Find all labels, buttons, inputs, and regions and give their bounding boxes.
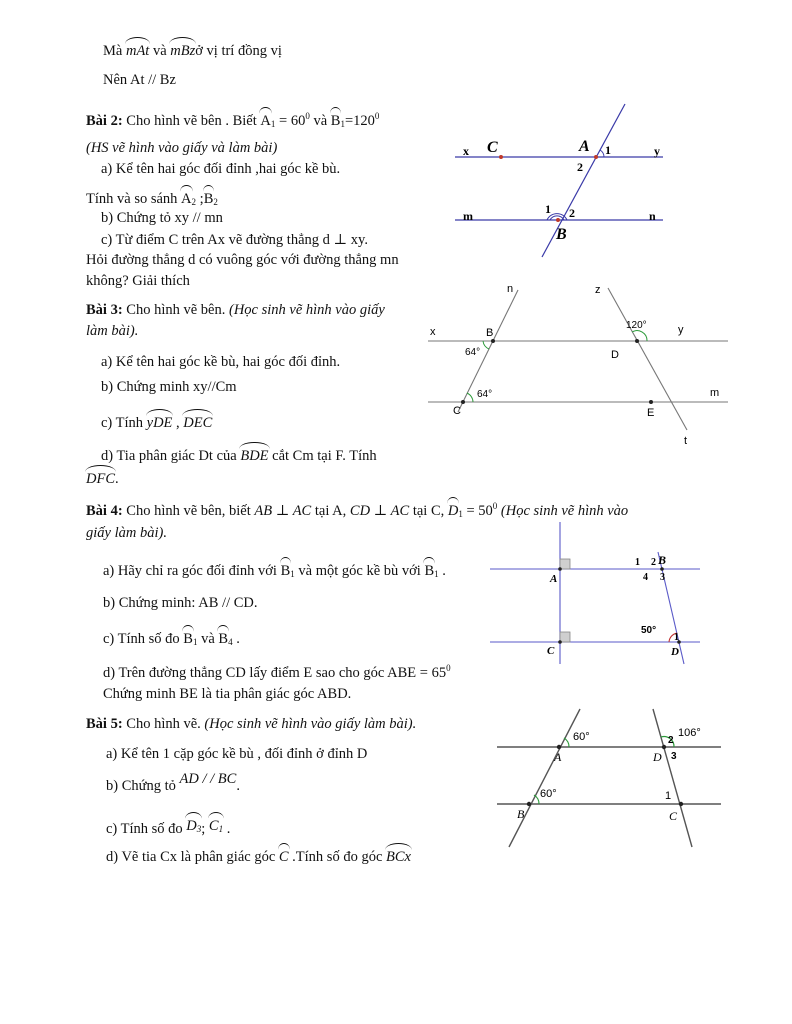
label-1-top: 1 — [605, 143, 611, 157]
label-angle-106: 106° — [678, 727, 701, 739]
label-angle-64-bot: 64° — [477, 389, 493, 400]
point-C — [499, 155, 503, 159]
bai3-question-b: b) Chứng minh xy//Cm — [101, 379, 237, 395]
label-D: D — [653, 750, 662, 764]
label-A: A — [554, 750, 562, 764]
label-z: z — [595, 284, 601, 296]
point-B — [556, 218, 560, 222]
angle-yDE: yDE — [147, 412, 173, 432]
line-AB — [509, 709, 580, 847]
bai4-question-d-1: d) Trên đường thẳng CD lấy điểm E sao cho góc ABE = $65^0$ — [103, 663, 451, 681]
bai5-figure — [495, 705, 725, 855]
label-1: 1 — [665, 790, 672, 802]
bai2-heading: Bài 2: — [86, 113, 123, 129]
bai5-question-a: a) Kể tên 1 cặp góc kề bù , đối đỉnh ở đỉnh D — [106, 746, 368, 762]
bai4-question-c: c) Tính số đo $B_1$ và $B_4$ . — [103, 628, 240, 648]
label-C: C — [453, 405, 461, 417]
label-1-D: 1 — [674, 632, 679, 643]
bai2-question-extra-2: không? Giải thích — [86, 273, 190, 289]
point-C — [461, 400, 465, 404]
bai4-question-d-2: Chứng minh BE là tia phân giác góc ABD. — [103, 686, 352, 702]
right-angle-C — [560, 632, 570, 642]
label-m: m — [710, 387, 720, 399]
label-C: C — [487, 139, 498, 156]
label-B: B — [556, 226, 567, 243]
bai3-heading: Bài 3: — [86, 302, 123, 318]
label-1-bot: 1 — [545, 202, 551, 216]
angle-BCx: BCx — [386, 846, 411, 866]
label-m: m — [463, 209, 473, 223]
label-A: A — [579, 138, 590, 155]
angle-BDE: BDE — [240, 445, 268, 465]
label-C: C — [669, 809, 678, 823]
label-n: n — [649, 209, 656, 223]
label-1: 1 — [635, 557, 640, 568]
label-2-bot: 2 — [569, 206, 575, 220]
label-4: 4 — [643, 572, 648, 583]
angle-mBz: mBz — [170, 40, 195, 60]
bai2-figure — [455, 100, 680, 260]
intro-line-1: Mà mAt và mBzở vị trí đồng vị — [103, 40, 282, 60]
angle-mark-A — [600, 150, 604, 157]
label-angle-60-top: 60° — [573, 731, 590, 743]
point-D — [635, 339, 639, 343]
label-x: x — [463, 144, 469, 158]
label-3: 3 — [671, 751, 677, 762]
bai3-figure — [425, 280, 735, 450]
label-C: C — [547, 645, 555, 657]
label-x: x — [430, 326, 436, 338]
bai5-question-d: d) Vẽ tia Cx là phân giác góc C .Tính số đo góc BCx — [106, 846, 411, 866]
bai2-question-a: a) Kể tên hai góc đối đỉnh ,hai góc kề bù. — [101, 161, 341, 177]
bai5-question-c: c) Tính số đo $D_3$; $C_1$ . — [106, 818, 230, 838]
point-A — [558, 567, 562, 571]
label-D: D — [611, 349, 619, 361]
bai2-question-b: b) Chứng tỏ xy // mn — [101, 210, 223, 226]
point-D — [662, 745, 666, 749]
bai4-question-a: a) Hãy chỉ ra góc đối đỉnh với $B_1$ và một góc kề bù với $B_1$ . — [103, 560, 446, 580]
bai4-note-2: giấy làm bài). — [86, 525, 167, 541]
bai3-question-d: d) Tia phân giác Dt của BDE cắt Cm tại F. Tính — [101, 445, 377, 465]
angle-DEC: DEC — [183, 412, 212, 432]
bai4-question-b: b) Chứng minh: AB // CD. — [103, 595, 258, 611]
label-angle-64-top: 64° — [465, 347, 481, 358]
bai2-question-c: c) Từ điểm C trên Ax vẽ đường thẳng d ⊥ xy. — [101, 232, 368, 248]
point-C — [558, 640, 562, 644]
angle-mAt: mAt — [126, 40, 149, 60]
point-B — [660, 567, 664, 571]
label-3: 3 — [660, 572, 665, 583]
point-B — [527, 802, 531, 806]
label-n: n — [507, 283, 514, 295]
point-A — [594, 155, 598, 159]
bai2-title-line: Bài 2: Cho hình vẽ bên . Biết $A_1 = 60^0$ và $B_1=120^0$ — [86, 111, 380, 129]
label-angle-120: 120° — [626, 320, 647, 331]
label-angle-60-bot: 60° — [540, 788, 557, 800]
right-angle-A — [560, 559, 570, 569]
point-A — [557, 745, 561, 749]
bai3-note-2: làm bài). — [86, 323, 139, 339]
label-2: 2 — [668, 735, 674, 746]
intro-line-2: Nên At // Bz — [103, 72, 176, 88]
label-angle-50: 50° — [641, 625, 657, 636]
bai3-question-a: a) Kể tên hai góc kề bù, hai góc đối đỉnh. — [101, 354, 341, 370]
angle-mark-B — [483, 341, 489, 349]
bai3-title-line: Bài 3: Cho hình vẽ bên. (Học sinh vẽ hình vào giấy — [86, 302, 385, 318]
bai2-note: (HS vẽ hình vào giấy và làm bài) — [86, 140, 278, 156]
transversal — [542, 104, 625, 257]
label-D: D — [671, 646, 679, 658]
label-B: B — [658, 553, 667, 567]
label-y: y — [678, 324, 684, 336]
label-y: y — [654, 144, 660, 158]
bai3-question-d-end: DFC. — [86, 468, 119, 488]
label-t: t — [684, 435, 688, 447]
angle-mark-C — [467, 393, 473, 402]
bai5-question-b: b) Chứng tỏ AD / / BC. — [106, 771, 240, 794]
bai3-question-c: c) Tính yDE , DEC — [101, 412, 212, 432]
angle-DFC: DFC — [86, 468, 115, 488]
bai5-heading: Bài 5: — [86, 716, 123, 732]
bai5-title-line: Bài 5: Cho hình vẽ. (Học sinh vẽ hình vào giấy làm bài). — [86, 716, 417, 732]
label-E: E — [647, 407, 655, 419]
label-2-top: 2 — [577, 160, 583, 174]
point-B — [491, 339, 495, 343]
bai4-title-line: Bài 4: Cho hình vẽ bên, biết AB ⊥ AC tại A, CD ⊥ AC tại C, $D_1 = 50^0$ (Học sinh vẽ hình vào — [86, 501, 629, 519]
point-E — [649, 400, 653, 404]
point-C — [679, 802, 683, 806]
bai2-question-extra-1: Hỏi đường thẳng d có vuông góc với đường thẳng mn — [86, 252, 399, 268]
bai4-heading: Bài 4: — [86, 503, 123, 519]
bai2-compare-line: Tính và so sánh $A_2$ $;B_2$ — [86, 188, 218, 208]
bai4-figure — [488, 518, 710, 668]
label-B: B — [486, 327, 494, 339]
label-B: B — [517, 807, 525, 821]
label-A: A — [550, 573, 558, 585]
label-2: 2 — [651, 557, 656, 568]
